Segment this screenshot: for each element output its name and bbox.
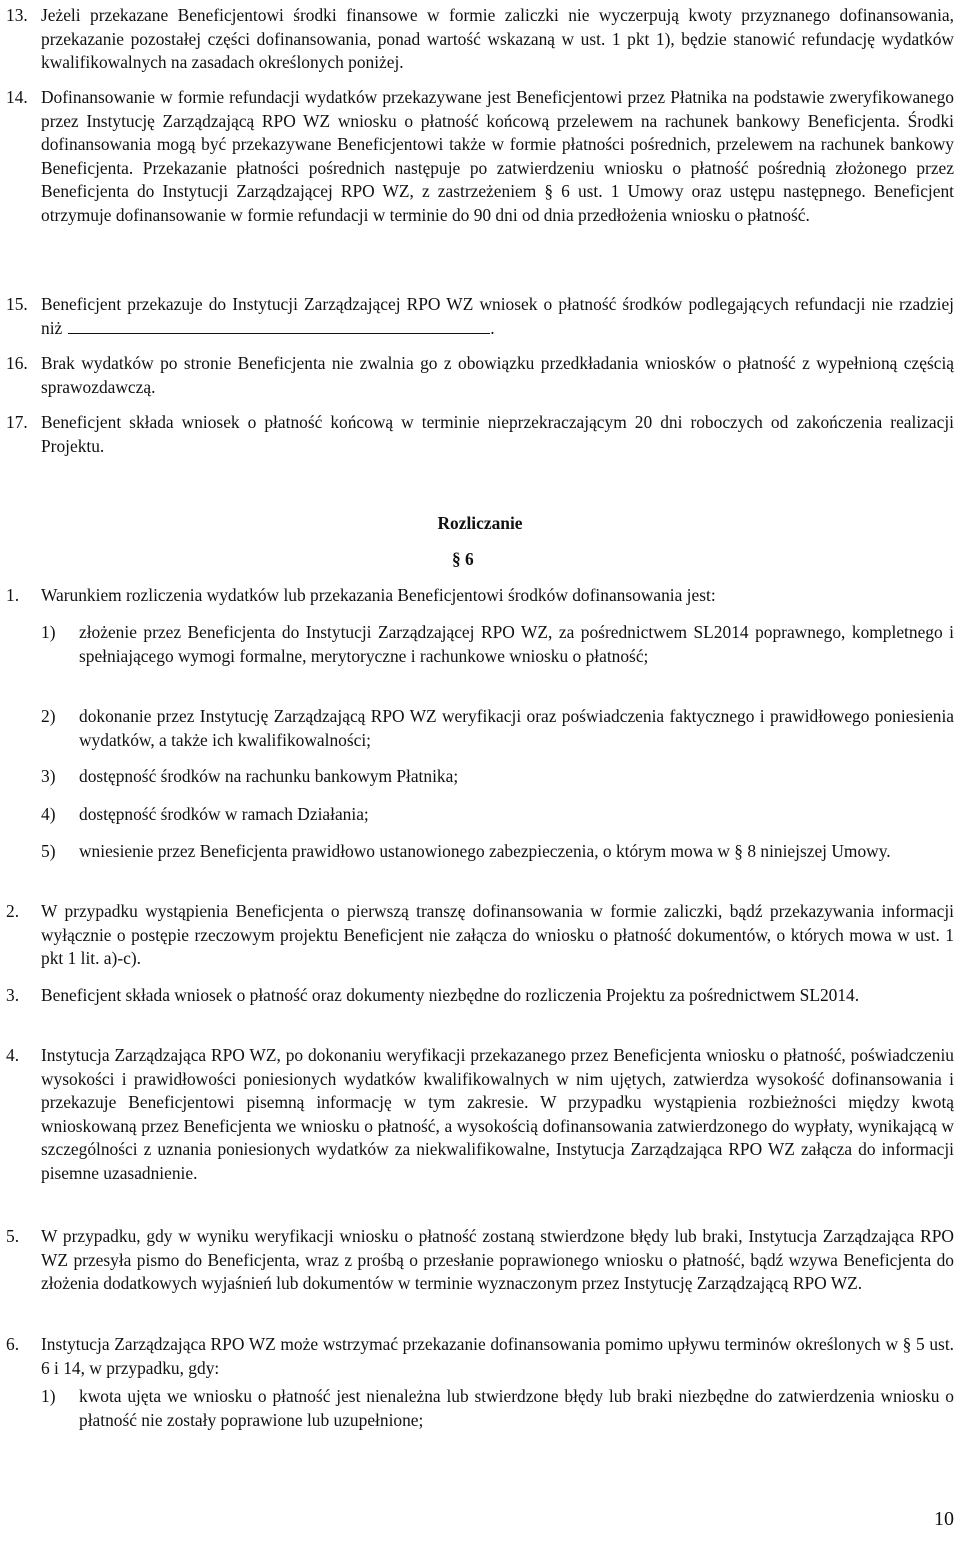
paragraph-13: [6, 4, 954, 75]
paragraph-5: [6, 1225, 954, 1296]
paragraph-text: W przypadku wystąpienia Beneficjenta o pierwszą transzę dofinansowania w formie zaliczki, bądź przekazywania informacji wyłącznie o postępie rzeczowym projektu Beneficjent nie załącza do wniosku o płatność dokumentów, o których mowa w ust. 1 pkt 1 lit. a)-c).: [41, 901, 954, 969]
paragraph-number: 6.: [6, 1334, 20, 1354]
paragraph-text: [41, 293, 954, 340]
section-symbol: § 6: [452, 549, 474, 569]
paragraph-number: 17.: [6, 412, 28, 432]
paragraph-number: 13.: [6, 5, 28, 25]
subitem-number: 2): [41, 706, 56, 726]
paragraph-15: [6, 293, 954, 340]
subitem-number: 5): [41, 841, 56, 861]
paragraph-2: [6, 900, 954, 971]
paragraph-number: 16.: [6, 353, 28, 373]
subitem-1-5: [41, 840, 954, 864]
paragraph-1: [6, 584, 954, 608]
section-heading: Rozliczanie: [437, 513, 523, 533]
subitem-number: 1): [41, 622, 56, 642]
paragraph-number: 5.: [6, 1226, 20, 1246]
paragraph-15-tail: .: [490, 317, 495, 338]
subitem-text: dostępność środków na rachunku bankowym Płatnika;: [79, 766, 459, 786]
paragraph-text: Instytucja Zarządzająca RPO WZ, po dokonaniu weryfikacji przekazanego przez Beneficjenta wniosku o płatność, poświadczeniu wysokości i prawidłowości poniesionych wydatków kwalifikowalnych w nim ujętych, zatwierdza wysokość dofinansowania i przekazuje Beneficjentowi pisemną informację w tym zakresie. W przypadku wystąpienia rozbieżności między kwotą wnioskowaną przez Beneficjenta we wniosku o płatność, a wysokością dofinansowania zatwierdzonego do wypłaty, wynikającą w szczególności z uznania poniesionych wydatków za niekwalifikowalne, Instytucja Zarządzająca RPO WZ załącza do informacji pisemne uzasadnienie.: [41, 1045, 954, 1183]
paragraph-text: Dofinansowanie w formie refundacji wydatków przekazywane jest Beneficjentowi przez Płatnika na podstawie zweryfikowanego przez Instytucję Zarządzającą RPO WZ wniosku o płatność końcową przelewem na rachunek bankowy Beneficjenta. Środki dofinansowania mogą być przekazywane Beneficjentowi także w formie płatności pośrednich, przelewem na rachunek bankowy Beneficjenta. Przekazanie płatności pośrednich następuje po zatwierdzeniu wniosku o płatność pośrednią złożonego przez Beneficjenta do Instytucji Zarządzającej RPO WZ, z zastrzeżeniem § 6 ust. 1 Umowy oraz ustępu następnego. Beneficjent otrzymuje dofinansowanie w formie refundacji w terminie do 90 dni od dnia przedłożenia wniosku o płatność.: [41, 87, 954, 225]
paragraph-16: [6, 352, 954, 399]
subitem-text: dostępność środków w ramach Działania;: [79, 804, 369, 824]
paragraph-number: 1.: [6, 585, 20, 605]
fill-in-blank-line: [68, 317, 490, 334]
subitem-1-2: [41, 705, 954, 752]
subitem-number: 4): [41, 804, 56, 824]
subitem-number: 1): [41, 1386, 56, 1406]
subitem-number: 3): [41, 766, 56, 786]
paragraph-text: Brak wydatków po stronie Beneficjenta nie zwalnia go z obowiązku przedkładania wniosków o płatność z wypełnioną częścią sprawozdawczą.: [41, 353, 954, 397]
paragraph-number: 3.: [6, 985, 20, 1005]
paragraph-3: [6, 984, 954, 1008]
subitem-text: wniesienie przez Beneficjenta prawidłowo ustanowionego zabezpieczenia, o którym mowa w § 8 niniejszej Umowy.: [79, 841, 891, 861]
paragraph-text: Jeżeli przekazane Beneficjentowi środki finansowe w formie zaliczki nie wyczerpują kwoty przyznanego dofinansowania, przekazanie pozostałej części dofinansowania, ponad wartość wskazaną w ust. 1 pkt 1), będzie stanowić refundację wydatków kwalifikowalnych na zasadach określonych poniżej.: [41, 5, 954, 73]
paragraph-text: W przypadku, gdy w wyniku weryfikacji wniosku o płatność zostaną stwierdzone błędy lub braki, Instytucja Zarządzająca RPO WZ przesyła pismo do Beneficjenta, wraz z prośbą o przesłanie poprawionego wniosku o płatność, bądź wzywa Beneficjenta do złożenia dodatkowych wyjaśnień lub dokumentów w terminie wyznaczonym przez Instytucję Zarządzającą RPO WZ.: [41, 1226, 954, 1294]
paragraph-text: Warunkiem rozliczenia wydatków lub przekazania Beneficjentowi środków dofinansowania jest:: [41, 585, 716, 605]
subitem-1-4: [41, 803, 954, 827]
subitem-text: kwota ujęta we wniosku o płatność jest nienależna lub stwierdzone błędy lub braki niezbędne do zatwierdzenia wniosku o płatność nie zostały poprawione lub uzupełnione;: [79, 1386, 954, 1430]
paragraph-number: 4.: [6, 1045, 20, 1065]
page-number: 10: [934, 1508, 954, 1530]
paragraph-number: 2.: [6, 901, 20, 921]
paragraph-14: [6, 86, 954, 228]
paragraph-6: [6, 1333, 954, 1380]
subitem-text: dokonanie przez Instytucję Zarządzającą RPO WZ weryfikacji oraz poświadczenia faktycznego i prawidłowego poniesienia wydatków, a także ich kwalifikowalności;: [79, 706, 954, 750]
subitem-text: złożenie przez Beneficjenta do Instytucji Zarządzającej RPO WZ, za pośrednictwem SL2014 poprawnego, kompletnego i spełniającego wymogi formalne, merytoryczne i rachunkowe wniosku o płatność;: [79, 622, 954, 666]
paragraph-4: [6, 1044, 954, 1186]
paragraph-text: Beneficjent składa wniosek o płatność oraz dokumenty niezbędne do rozliczenia Projektu za pośrednictwem SL2014.: [41, 985, 860, 1005]
paragraph-17: [6, 411, 954, 458]
paragraph-text: Beneficjent składa wniosek o płatność końcową w terminie nieprzekraczającym 20 dni roboczych od zakończenia realizacji Projektu.: [41, 412, 954, 456]
subitem-1-1: [41, 621, 954, 668]
paragraph-15-text: Beneficjent przekazuje do Instytucji Zarządzającej RPO WZ wniosek o płatność środków podlegających refundacji nie rzadziej niż: [41, 294, 954, 338]
subitem-1-3: [41, 765, 954, 789]
subitem-6-1: [41, 1385, 954, 1432]
paragraph-number: 14.: [6, 87, 28, 107]
paragraph-number: 15.: [6, 294, 28, 314]
paragraph-text: Instytucja Zarządzająca RPO WZ może wstrzymać przekazanie dofinansowania pomimo upływu terminów określonych w § 5 ust. 6 i 14, w przypadku, gdy:: [41, 1334, 954, 1378]
